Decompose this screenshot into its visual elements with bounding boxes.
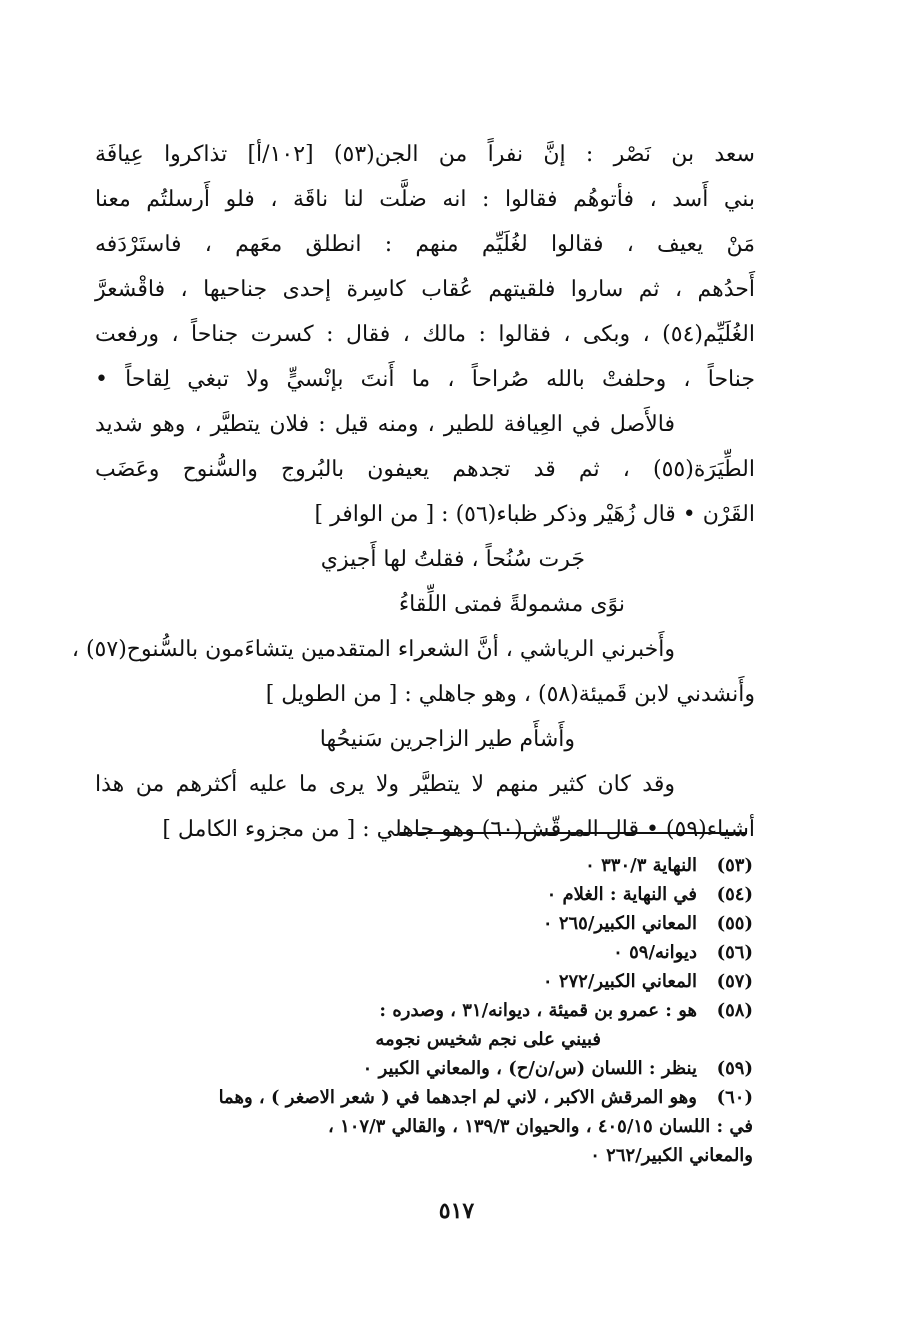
verse-line: جَرت سُنُحاً ، فقلتُ لها أَجيزي: [320, 547, 585, 572]
text-line: الغُلَيِّم(٥٤) ، وبكى ، فقالوا : مالك ، فقال : كسرت جناحاً ، ورفعت: [95, 322, 755, 347]
footnote-divider: [400, 832, 747, 834]
footnote-60-continued: [100, 1112, 753, 1141]
text-line: مَنْ يعيف ، فقالوا لغُلَيِّم منهم : انطلق معَهم ، فاستَرْدَفه: [95, 232, 755, 257]
footnote-text: المعاني الكبير/٢٧٢ ٠: [542, 971, 697, 992]
text-line: فالأَصل في العِيافة للطير ، ومنه قيل : فلان يتطيَّر ، وهو شديد: [95, 412, 675, 437]
footnote-text: وهو المرقش الاكبر ، لاني لم اجدهما في ( شعر الاصغر ) ، وهما: [218, 1087, 697, 1108]
footnote-text-continued: والمعاني الكبير/٢٦٢ ٠: [590, 1145, 753, 1166]
footnote-text: في النهاية : الغلام ٠: [546, 884, 697, 905]
footnote-53: [100, 851, 753, 880]
text-line: القَرْن • قال زُهَيْر وذكر ظباء(٥٦) : [ من الوافر ]: [314, 502, 755, 527]
verse-line: وأَشأَم طير الزاجرين سَنيحُها: [319, 727, 575, 752]
footnote-55: [100, 909, 753, 938]
text-line: وقد كان كثير منهم لا يتطيَّر ولا يرى ما عليه أكثرهم من هذا: [95, 772, 675, 797]
footnote-number: (٥٣): [716, 855, 753, 876]
text-line: الطِّيَرَة(٥٥) ، ثم قد تجدهم يعيفون بالبُروج والسُّنوح وعَضَب: [95, 457, 755, 482]
footnote-text: النهاية ٣٣٠/٣ ٠: [585, 855, 697, 876]
footnote-60: [100, 1083, 753, 1112]
footnote-number: (٥٥): [716, 913, 753, 934]
text-line: جناحاً ، وحلفتْ بالله صُراحاً ، ما أَنتَ بإنْسيٍّ ولا تبغي لِقاحاً •: [95, 367, 755, 392]
footnote-number: (٥٦): [716, 942, 753, 963]
footnote-number: (٥٩): [716, 1058, 753, 1079]
footnote-56: [100, 938, 753, 967]
footnote-text-continued: في : اللسان ٤٠٥/١٥ ، والحيوان ١٣٩/٣ ، والقالي ١٠٧/٣ ،: [328, 1116, 753, 1137]
footnote-number: (٥٤): [716, 884, 753, 905]
text-line: بني أَسد ، فأتوهُم فقالوا : انه ضلَّت لنا ناقَة ، فلو أَرسلتُم معنا: [95, 187, 755, 212]
footnote-number: (٥٧): [716, 971, 753, 992]
text-line: وأَنشدني لابن قَميئة(٥٨) ، وهو جاهلي : [ من الطويل ]: [265, 682, 755, 707]
footnotes: [100, 851, 753, 1170]
footnote-text: المعاني الكبير/٢٦٥ ٠: [542, 913, 697, 934]
footnote-quoted-verse: فبيني على نجم شخيس نجومه: [375, 1029, 601, 1050]
footnote-text: ديوانه/٥٩ ٠: [613, 942, 697, 963]
footnote-text: ينظر : اللسان (س/ن/ح) ، والمعاني الكبير ٠: [362, 1058, 697, 1079]
text-line: وأَخبرني الرياشي ، أنَّ الشعراء المتقدمين يتشاءَمون بالسُّنوح(٥٧) ،: [71, 637, 675, 662]
footnote-60-continued: [100, 1141, 753, 1170]
footnote-57: [100, 967, 753, 996]
verse-line: نوًى مشمولةً فمتى اللِّقاءُ: [398, 592, 625, 617]
text-line: أشياء(٥٩) • قال المرقّش(٦٠) وهو جاهلي : [ من مجزوء الكامل ]: [162, 817, 755, 842]
footnote-58: [100, 996, 753, 1025]
footnote-number: [697, 1025, 753, 1054]
footnote-text: هو : عمرو بن قميئة ، ديوانه/٣١ ، وصدره :: [379, 1000, 697, 1021]
text-line: أَحدُهم ، ثم ساروا فلقيتهم عُقاب كاسِرة إحدى جناحيها ، فاقْشعرَّ: [95, 277, 755, 302]
footnote-number: (٦٠): [716, 1087, 753, 1108]
main-text-block: [71, 132, 755, 852]
page-number: ٥١٧: [438, 1198, 475, 1224]
footnote-number: (٥٨): [716, 1000, 753, 1021]
footnote-59: [100, 1054, 753, 1083]
footnote-58-verse: [100, 1025, 753, 1054]
footnote-54: [100, 880, 753, 909]
text-line: سعد بن نَصْر : إنَّ نفراً من الجن(٥٣) [١٠٢/أ] تذاكروا عِيافَة: [95, 142, 755, 167]
